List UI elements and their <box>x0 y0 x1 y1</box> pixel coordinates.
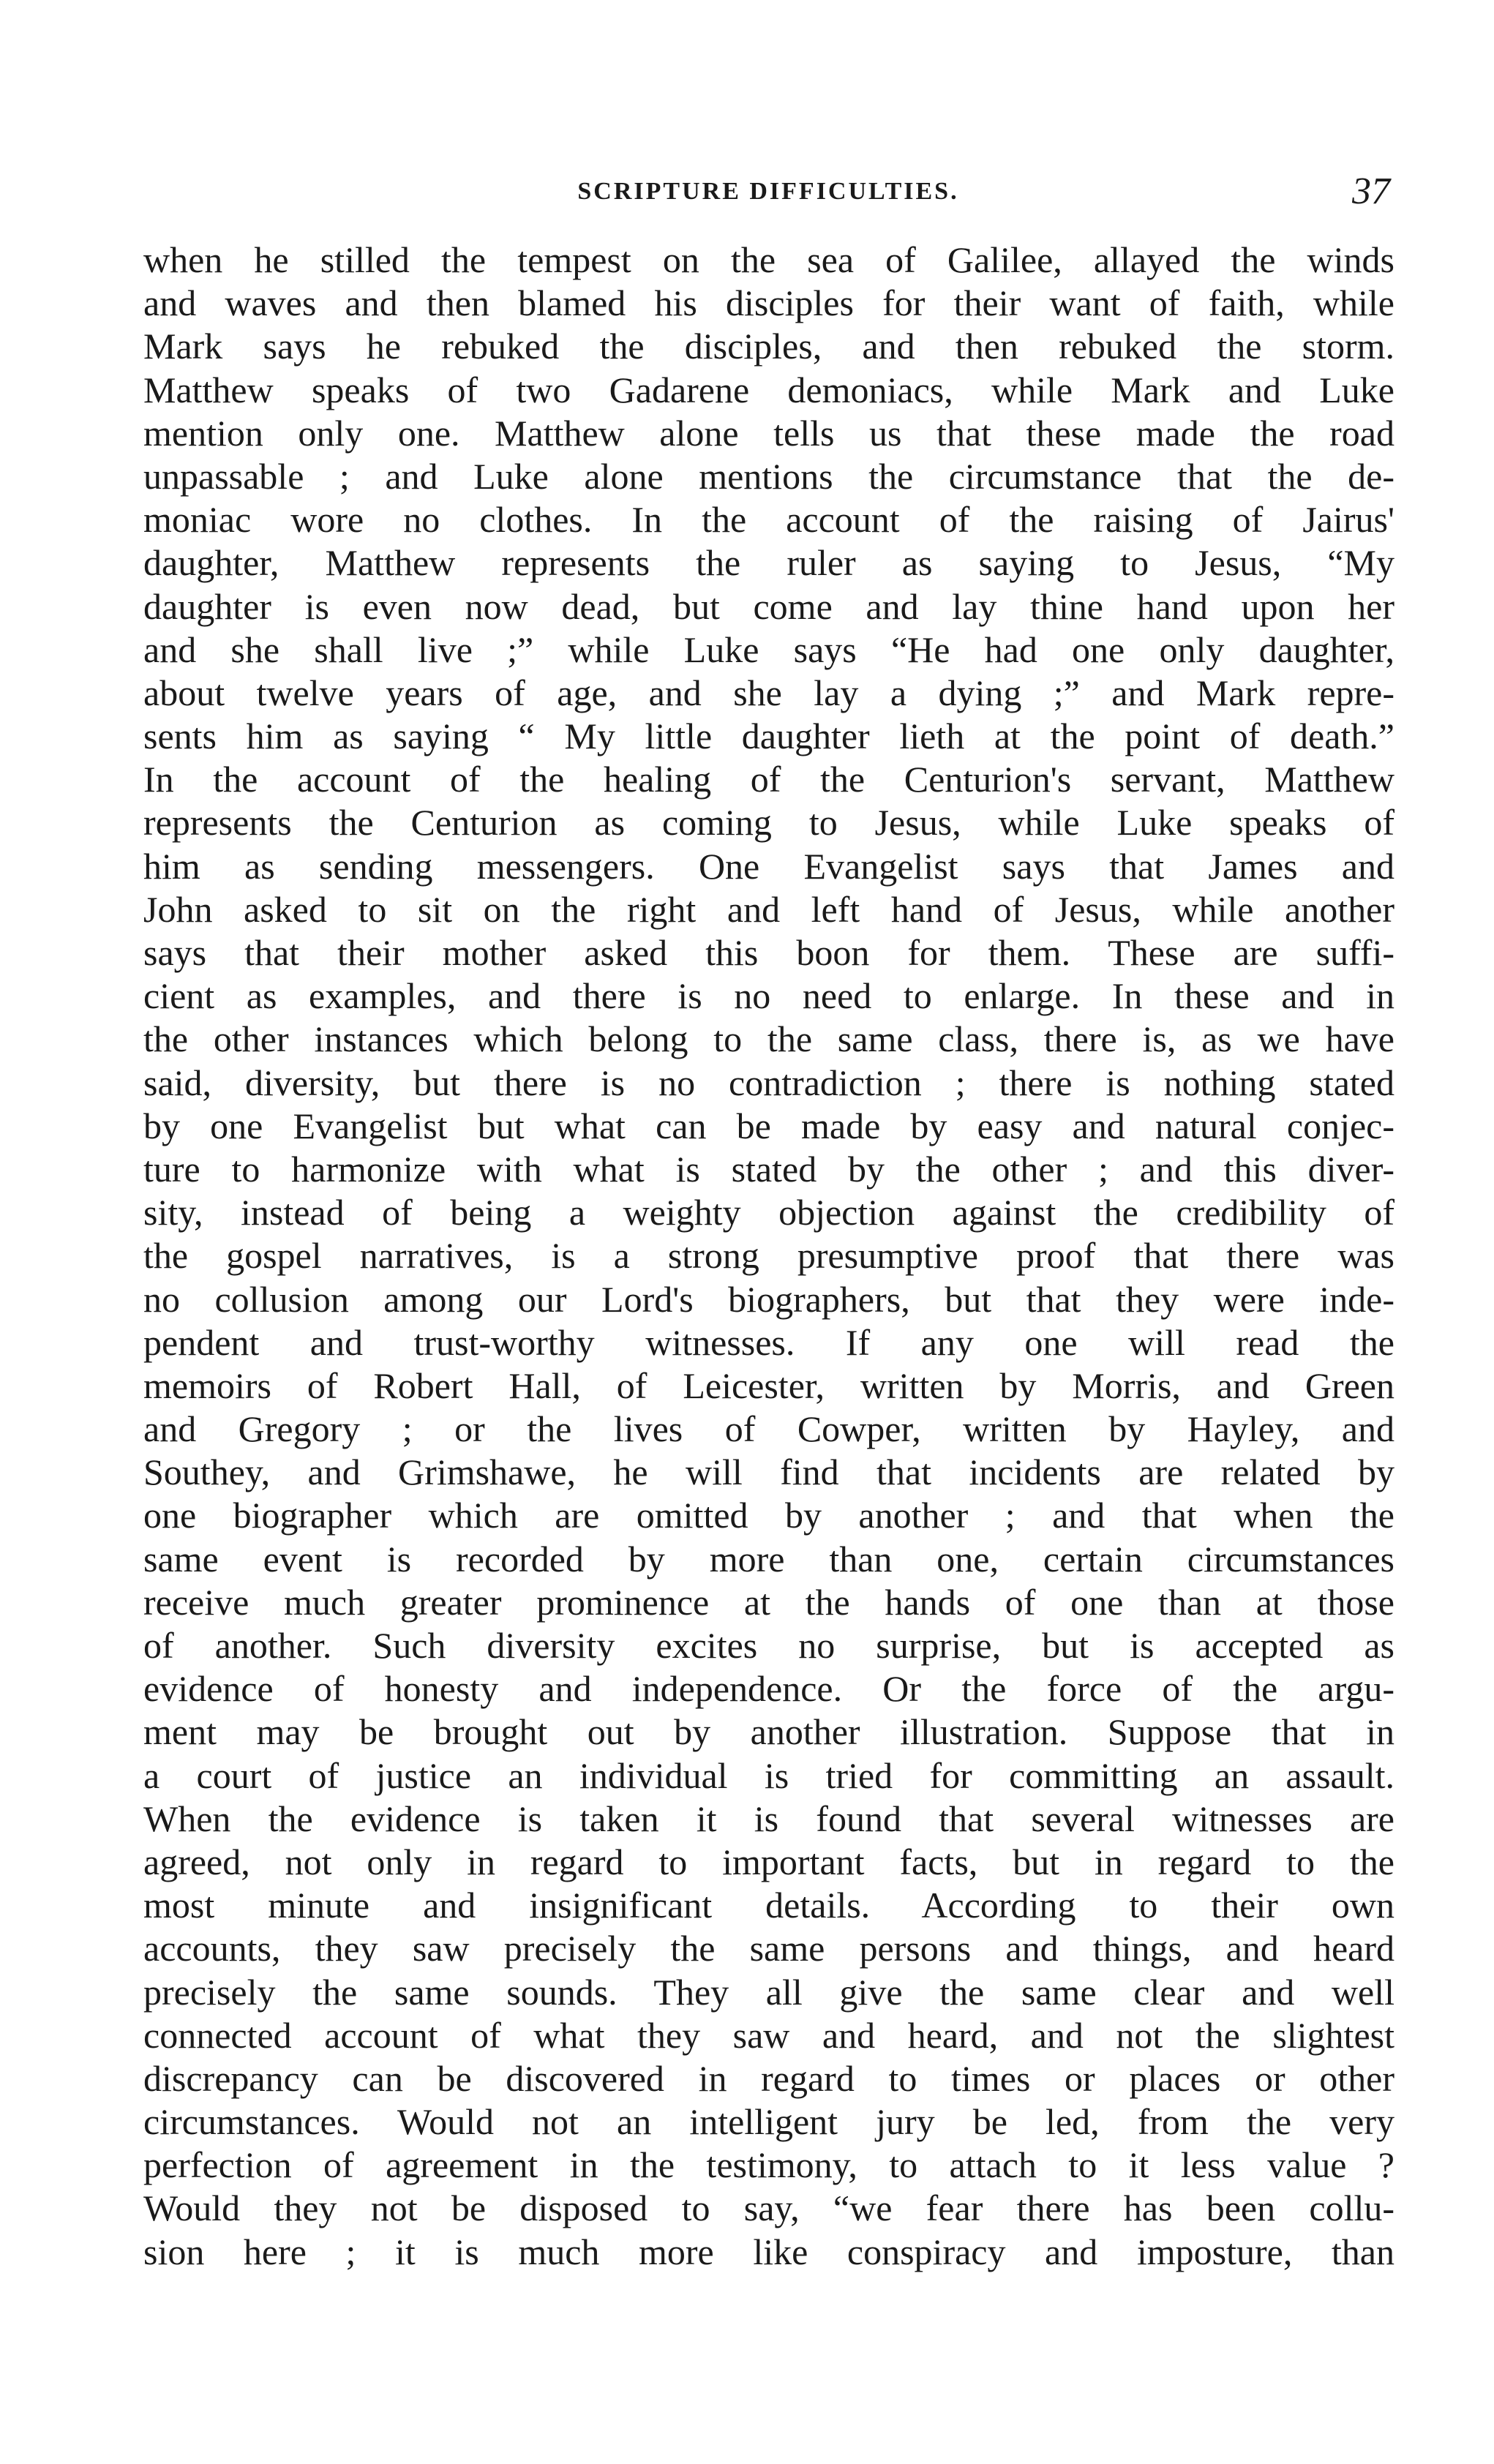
text-line: evidence of honesty and independence. Or the force of the argu- <box>143 1668 1394 1710</box>
text-line: perfection of agreement in the testimony, to attach to it less value ? <box>143 2144 1394 2186</box>
text-line: says that their mother asked this boon for them. These are suffi- <box>143 932 1394 973</box>
text-line: Matthew speaks of two Gadarene demoniacs, while Mark and Luke <box>143 369 1394 410</box>
text-line: agreed, not only in regard to important facts, but in regard to the <box>143 1841 1394 1882</box>
text-line: Mark says he rebuked the disciples, and then rebuked the storm. <box>143 326 1394 367</box>
text-line: the other instances which belong to the same class, there is, as we have <box>143 1018 1394 1060</box>
text-line: John asked to sit on the right and left hand of Jesus, while another <box>143 888 1394 930</box>
text-line: receive much greater prominence at the hands of one than at those <box>143 1581 1394 1623</box>
text-line: daughter, Matthew represents the ruler as saying to Jesus, “My <box>143 542 1394 584</box>
text-line: daughter is even now dead, but come and lay thine hand upon her <box>143 585 1394 627</box>
text-line: discrepancy can be discovered in regard to times or places or other <box>143 2057 1394 2099</box>
text-line: unpassable ; and Luke alone mentions the circumstance that the de- <box>143 455 1394 497</box>
text-line: about twelve years of age, and she lay a dying ;” and Mark repre- <box>143 672 1394 713</box>
text-line: Would they not be disposed to say, “we fear there has been collu- <box>143 2187 1394 2229</box>
text-line: ment may be brought out by another illustration. Suppose that in <box>143 1711 1394 1753</box>
text-line: same event is recorded by more than one, certain circumstances <box>143 1538 1394 1580</box>
text-line: and she shall live ;” while Luke says “He had one only daughter, <box>143 628 1394 670</box>
text-line: when he stilled the tempest on the sea of Galilee, allayed the winds <box>143 239 1394 280</box>
text-line: pendent and trust-worthy witnesses. If any one will read the <box>143 1321 1394 1363</box>
text-line: connected account of what they saw and heard, and not the slightest <box>143 2014 1394 2056</box>
text-line: by one Evangelist but what can be made by easy and natural conjec- <box>143 1105 1394 1146</box>
text-line: sents him as saying “ My little daughter lieth at the point of death.” <box>143 715 1394 757</box>
body-text <box>143 238 1394 2274</box>
text-line: accounts, they saw precisely the same persons and things, and heard <box>143 1928 1394 1969</box>
text-line: sion here ; it is much more like conspiracy and imposture, than <box>143 2231 1394 2272</box>
text-line: represents the Centurion as coming to Jesus, while Luke speaks of <box>143 802 1394 844</box>
text-line: In the account of the healing of the Centurion's servant, Matthew <box>143 759 1394 800</box>
text-line: and Gregory ; or the lives of Cowper, written by Hayley, and <box>143 1408 1394 1450</box>
page-number: 37 <box>1352 170 1390 212</box>
text-line: him as sending messengers. One Evangelist says that James and <box>143 845 1394 887</box>
text-line: precisely the same sounds. They all give the same clear and well <box>143 1971 1394 2013</box>
running-head <box>146 170 1390 214</box>
text-line: ture to harmonize with what is stated by the other ; and this diver- <box>143 1148 1394 1190</box>
text-line: cient as examples, and there is no need to enlarge. In these and in <box>143 975 1394 1017</box>
text-line: When the evidence is taken it is found that several witnesses are <box>143 1798 1394 1839</box>
text-line: no collusion among our Lord's biographers, but that they were inde- <box>143 1278 1394 1320</box>
text-line: most minute and insignificant details. According to their own <box>143 1885 1394 1926</box>
running-title: SCRIPTURE DIFFICULTIES. <box>577 178 959 205</box>
text-line: and waves and then blamed his disciples for their want of faith, while <box>143 282 1394 324</box>
text-line: one biographer which are omitted by another ; and that when the <box>143 1495 1394 1536</box>
text-line: said, diversity, but there is no contradiction ; there is nothing stated <box>143 1062 1394 1103</box>
text-line: Southey, and Grimshawe, he will find that incidents are related by <box>143 1451 1394 1493</box>
text-line: sity, instead of being a weighty objection against the credibility of <box>143 1192 1394 1233</box>
text-line: memoirs of Robert Hall, of Leicester, written by Morris, and Green <box>143 1364 1394 1406</box>
text-line: moniac wore no clothes. In the account of the raising of Jairus' <box>143 499 1394 541</box>
text-line: circumstances. Would not an intelligent jury be led, from the very <box>143 2101 1394 2143</box>
text-line: the gospel narratives, is a strong presumptive proof that there was <box>143 1235 1394 1277</box>
text-line: of another. Such diversity excites no surprise, but is accepted as <box>143 1625 1394 1666</box>
text-line: mention only one. Matthew alone tells us that these made the road <box>143 412 1394 454</box>
text-line: a court of justice an individual is tried for committing an assault. <box>143 1754 1394 1796</box>
